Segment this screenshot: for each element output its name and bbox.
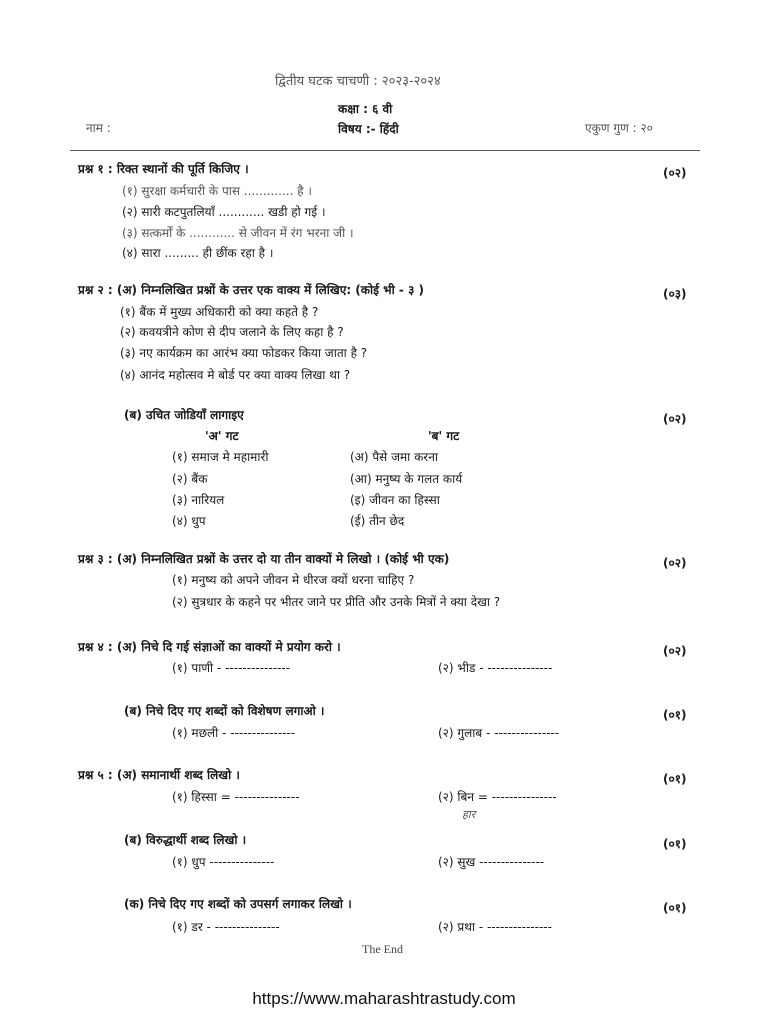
q4a-left: (१) पाणी - --------------- — [172, 661, 291, 675]
q5a-left: (१) हिस्सा = --------------- — [172, 790, 300, 804]
q4b-marks: (०१) — [663, 708, 687, 722]
q5a-right: (२) बिन = --------------- — [438, 790, 557, 804]
exam-title: द्वितीय घटक चाचणी : २०२३-२०२४ — [275, 74, 441, 89]
q1-item: (१) सुरक्षा कर्मचारी के पास ............. है । — [122, 184, 312, 198]
q2b-title: (ब) उचित जोडियाँ लागाइए — [124, 408, 244, 422]
q5c-right: (२) प्रथा - --------------- — [438, 920, 552, 934]
q3-title: प्रश्न ३ : (अ) निम्नलिखित प्रश्नों के उत्तर दो या तीन वाक्यों मे लिखो । (कोई भी एक) — [78, 552, 450, 566]
total-marks: एकुण गुण : २० — [585, 121, 653, 135]
q1-item: (२) सारी कटपुतलियाँ ............ खडी हो गई । — [122, 205, 326, 219]
q2a-item: (३) नए कार्यक्रम का आरंभ क्या फोडकर किया जाता है ? — [120, 346, 368, 360]
q3-item: (२) सुत्रधार के कहने पर भीतर जाने पर प्रीति और उनके मित्रों ने क्या देखा ? — [172, 595, 501, 609]
q5c-left: (१) डर - --------------- — [172, 920, 280, 934]
q1-title: प्रश्न १ : रिक्त स्थानों की पूर्ति किजिए । — [78, 162, 249, 176]
match-a-item: (२) बैंक — [172, 472, 208, 486]
match-b-item: (ई) तीन छेद — [350, 514, 405, 528]
match-a-item: (३) नारियल — [172, 493, 225, 507]
q4a-marks: (०२) — [663, 644, 687, 658]
match-b-item: (आ) मनुष्य के गलत कार्य — [350, 472, 463, 486]
q5b-title: (ब) विरुद्धार्थी शब्द लिखो । — [124, 833, 247, 847]
source-url[interactable]: https://www.maharashtrastudy.com — [252, 989, 516, 1008]
q2b-marks: (०२) — [663, 412, 687, 426]
q4b-left: (१) मछली - --------------- — [172, 726, 296, 740]
q2a-title: प्रश्न २ : (अ) निम्नलिखित प्रश्नों के उत्तर एक वाक्य में लिखिए: (कोई भी - ३ ) — [78, 283, 424, 297]
match-a-item: (४) धुप — [172, 514, 206, 528]
q1-item: (४) सारा ......... ही छींक रहा है । — [122, 246, 274, 260]
q2a-marks: (०३) — [663, 287, 687, 301]
header-divider — [70, 150, 700, 151]
q5b-left: (१) धुप --------------- — [172, 855, 275, 869]
col-a-header: 'अ' गट — [205, 429, 239, 443]
end-text: The End — [362, 942, 403, 956]
q5a-title: प्रश्न ५ : (अ) समानार्थी शब्द लिखो । — [78, 768, 240, 782]
q4a-title: प्रश्न ४ : (अ) निचे दि गई संज्ञाओं का वाक्यों मे प्रयोग करो । — [78, 640, 341, 654]
name-label: नाम : — [86, 121, 111, 135]
q5a-marks: (०१) — [663, 772, 687, 786]
q2a-item: (४) आनंद महोत्सव मे बोर्ड पर क्या वाक्य लिखा था ? — [120, 368, 351, 382]
q2a-item: (१) बैंक में मुख्य अधिकारी को क्या कहते है ? — [120, 305, 319, 319]
class-label: कक्षा : ६ वी — [338, 102, 393, 116]
q5b-right: (२) सुख --------------- — [438, 855, 545, 869]
match-b-item: (इ) जीवन का हिस्सा — [350, 493, 440, 507]
q3-marks: (०२) — [663, 556, 687, 570]
q1-item: (३) सत्कर्मों के ............ से जीवन में रंग भरना जी । — [122, 226, 354, 240]
q4b-right: (२) गुलाब - --------------- — [438, 726, 560, 740]
match-a-item: (१) समाज मे महामारी — [172, 450, 269, 464]
q2a-item: (२) कवयत्रीने कोण से दीप जलाने के लिए कहा है ? — [120, 325, 344, 339]
q5c-title: (क) निचे दिए गए शब्दों को उपसर्ग लगाकर लिखो । — [124, 897, 352, 911]
q5c-marks: (०१) — [663, 901, 687, 915]
q4b-title: (ब) निचे दिए गए शब्दों को विशेषण लगाओ । — [124, 704, 325, 718]
q5b-marks: (०१) — [663, 837, 687, 851]
col-b-header: 'ब' गट — [428, 429, 460, 443]
match-b-item: (अ) पैसे जमा करना — [350, 450, 438, 464]
q1-marks: (०२) — [663, 166, 687, 180]
handwritten-answer: हार — [462, 808, 476, 821]
subject-label: विषय :- हिंदी — [338, 122, 399, 136]
q3-item: (१) मनुष्य को अपने जीवन मे धीरज क्यों धरना चाहिए ? — [172, 573, 415, 587]
q4a-right: (२) भीड - --------------- — [438, 661, 553, 675]
